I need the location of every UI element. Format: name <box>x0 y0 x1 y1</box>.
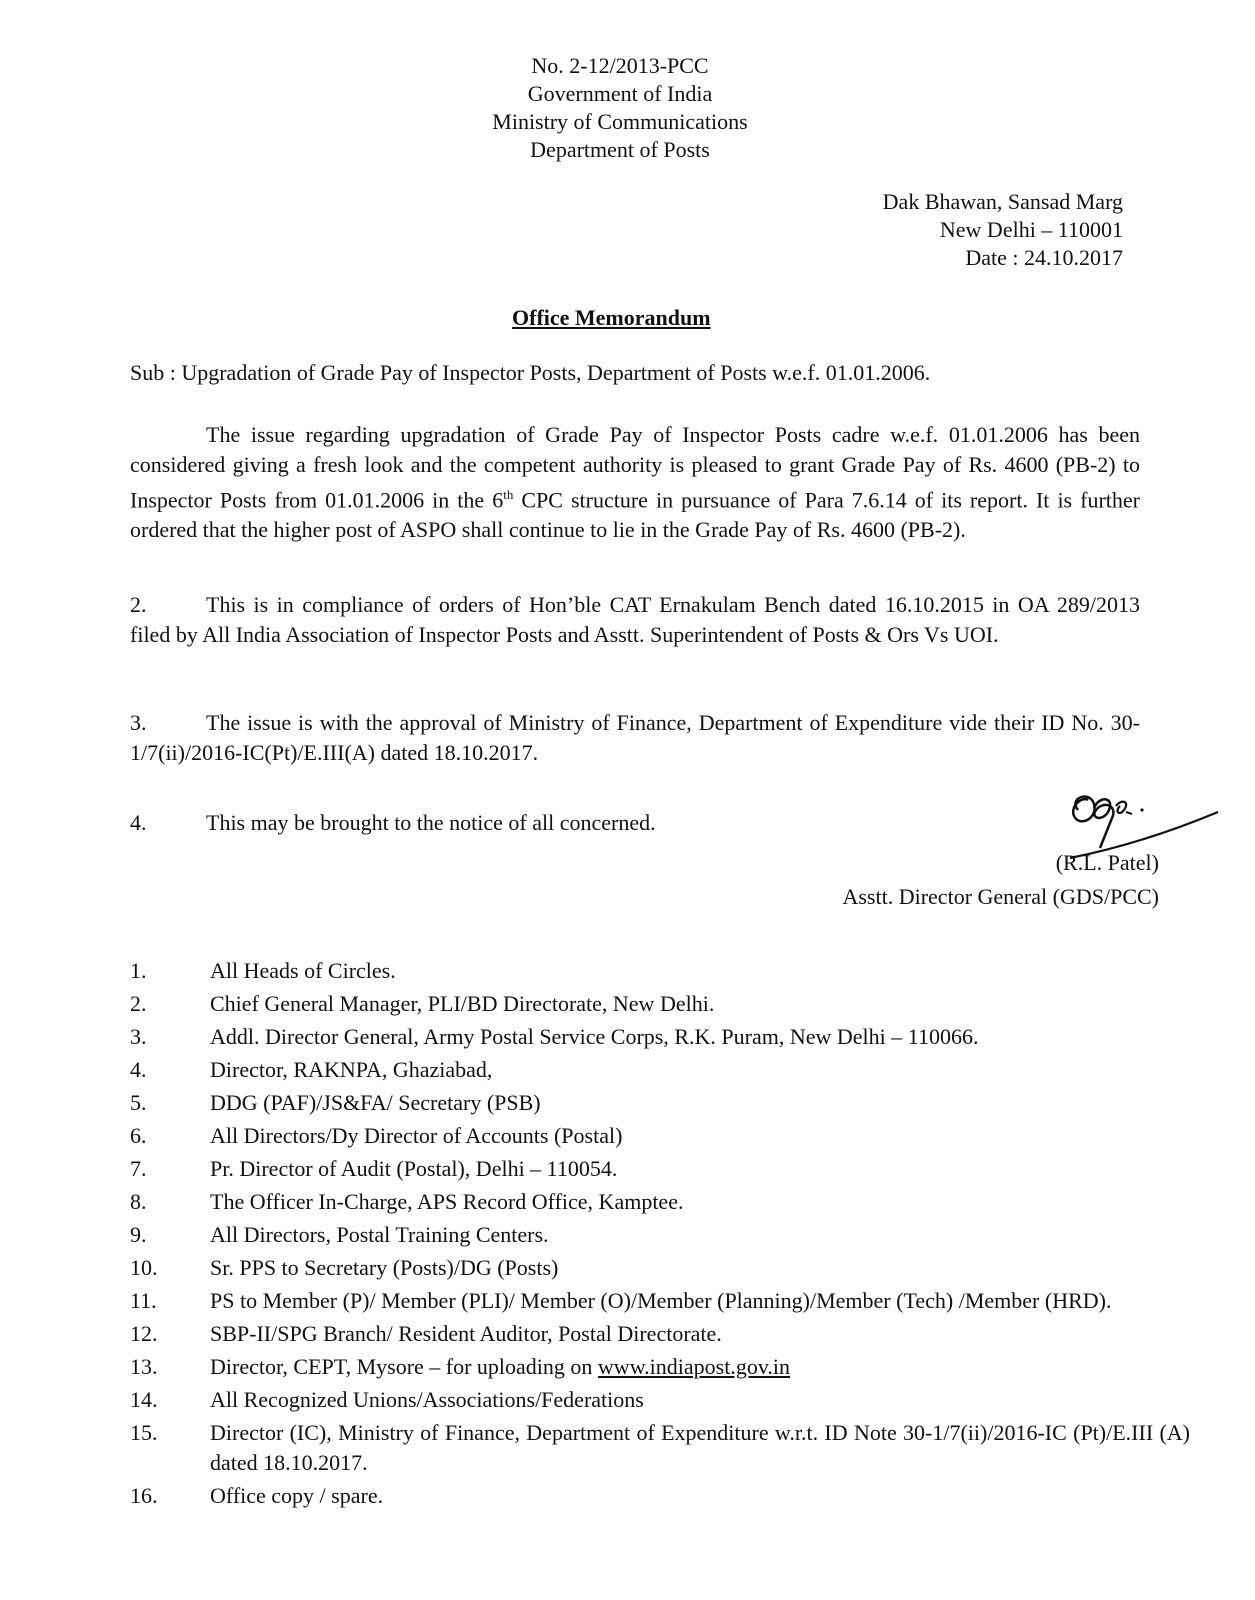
signatory-designation: Asstt. Director General (GDS/PCC) <box>842 884 1159 909</box>
list-item-number: 16. <box>130 1483 158 1508</box>
list-item-text: PS to Member (P)/ Member (PLI)/ Member (O)/Member (Planning)/Member (Tech) /Member (HRD). <box>210 1288 1112 1313</box>
paragraph-4-number: 4. <box>130 810 147 835</box>
indiapost-link[interactable]: www.indiapost.gov.in <box>597 1354 791 1379</box>
list-item-text: Pr. Director of Audit (Postal), Delhi – 110054. <box>210 1156 618 1181</box>
department-name: Department of Posts <box>530 137 710 162</box>
list-item-text: Director, CEPT, Mysore – for uploading on <box>210 1354 598 1379</box>
list-item <box>130 989 1190 1019</box>
subject-line: Sub : Upgradation of Grade Pay of Inspector Posts, Department of Posts w.e.f. 01.01.2006. <box>130 360 931 385</box>
list-item-number: 3. <box>130 1024 147 1049</box>
list-item-text: All Directors/Dy Director of Accounts (Postal) <box>210 1123 623 1148</box>
memo-title: Office Memorandum <box>512 305 711 330</box>
paragraph-1-text-b: CPC structure in pursuance of Para 7.6.14 of its report. It is further ordered that the higher post of ASPO shall continue to lie in the Grade Pay of Rs. 4600 (PB-2). <box>130 487 1140 543</box>
list-item <box>130 1154 1190 1184</box>
paragraph-3-number: 3. <box>130 710 147 735</box>
list-item-number: 6. <box>130 1123 147 1148</box>
list-item-text: Addl. Director General, Army Postal Service Corps, R.K. Puram, New Delhi – 110066. <box>210 1024 979 1049</box>
list-item-number: 11. <box>130 1288 157 1313</box>
list-item <box>130 1253 1190 1283</box>
list-item-number: 15. <box>130 1420 158 1445</box>
paragraph-4-text: This may be brought to the notice of all concerned. <box>206 810 656 835</box>
list-item-text: Chief General Manager, PLI/BD Directorate, New Delhi. <box>210 991 715 1016</box>
list-item-number: 9. <box>130 1222 147 1247</box>
ministry-name: Ministry of Communications <box>492 109 748 134</box>
list-item <box>130 1022 1190 1052</box>
list-item-text: All Directors, Postal Training Centers. <box>210 1222 549 1247</box>
government-name: Government of India <box>527 81 713 106</box>
list-item <box>130 1088 1190 1118</box>
list-item <box>130 1187 1190 1217</box>
list-item-text: DDG (PAF)/JS&FA/ Secretary (PSB) <box>210 1090 541 1115</box>
list-item-number: 7. <box>130 1156 147 1181</box>
list-item-text: All Heads of Circles. <box>210 958 396 983</box>
memo-date: Date : 24.10.2017 <box>965 245 1123 270</box>
list-item-number: 10. <box>130 1255 158 1280</box>
paragraph-2-text: This is in compliance of orders of Hon’ble CAT Ernakulam Bench dated 16.10.2015 in OA 289/2013 filed by All India Association of Inspector Posts and Asstt. Superintendent of Posts & Ors Vs UOI. <box>130 592 1140 647</box>
signatory-name: (R.L. Patel) <box>1055 850 1159 875</box>
list-item-number: 4. <box>130 1057 147 1082</box>
address-block <box>883 188 1123 272</box>
list-item <box>130 1418 1190 1478</box>
list-item-text: SBP-II/SPG Branch/ Resident Auditor, Postal Directorate. <box>210 1321 722 1346</box>
list-item-text: All Recognized Unions/Associations/Federations <box>210 1387 644 1412</box>
list-item-number: 13. <box>130 1354 158 1379</box>
letterhead <box>360 52 880 164</box>
paragraph-3-text: The issue is with the approval of Ministry of Finance, Department of Expenditure vide their ID No. 30-1/7(ii)/2016-IC(Pt)/E.III(A) dated 18.10.2017. <box>130 710 1140 765</box>
list-item-number: 2. <box>130 991 147 1016</box>
list-item-number: 14. <box>130 1387 158 1412</box>
list-item <box>130 1319 1190 1349</box>
paragraph-3 <box>130 708 1140 768</box>
list-item-number: 5. <box>130 1090 147 1115</box>
list-item-text: Office copy / spare. <box>210 1483 384 1508</box>
list-item-text: Director, RAKNPA, Ghaziabad, <box>210 1057 493 1082</box>
paragraph-4 <box>130 808 1140 838</box>
paragraph-2 <box>130 590 1140 650</box>
paragraph-1 <box>130 420 1140 545</box>
list-item <box>130 1220 1190 1250</box>
list-item <box>130 1121 1190 1151</box>
list-item-text: The Officer In-Charge, APS Record Office, Kamptee. <box>210 1189 684 1214</box>
list-item <box>130 956 1190 986</box>
paragraph-1-superscript: th <box>503 487 514 502</box>
address-line-2: New Delhi – 110001 <box>939 217 1123 242</box>
file-number: No. 2-12/2013-PCC <box>531 53 709 78</box>
list-item <box>130 1286 1190 1316</box>
list-item <box>130 1481 1190 1511</box>
paragraph-1-text-a: The issue regarding upgradation of Grade Pay of Inspector Posts cadre w.e.f. 01.01.2006 has been considered giving a fresh look and the competent authority is pleased to grant Grade Pay of Rs. 4600 (PB-2) to Inspector Posts from 01.01.2006 in the 6 <box>130 422 1140 513</box>
paragraph-2-number: 2. <box>130 592 147 617</box>
list-item <box>130 1352 1190 1382</box>
list-item-text: Director (IC), Ministry of Finance, Department of Expenditure w.r.t. ID Note 30-1/7(ii)/2016-IC (Pt)/E.III (A) dated 18.10.2017. <box>210 1420 1190 1475</box>
address-line-1: Dak Bhawan, Sansad Marg <box>882 189 1123 214</box>
list-item <box>130 1385 1190 1415</box>
list-item-number: 12. <box>130 1321 158 1346</box>
list-item-number: 1. <box>130 958 147 983</box>
list-item-text: Sr. PPS to Secretary (Posts)/DG (Posts) <box>210 1255 559 1280</box>
distribution-list <box>130 956 1190 1514</box>
list-item-number: 8. <box>130 1189 147 1214</box>
list-item <box>130 1055 1190 1085</box>
